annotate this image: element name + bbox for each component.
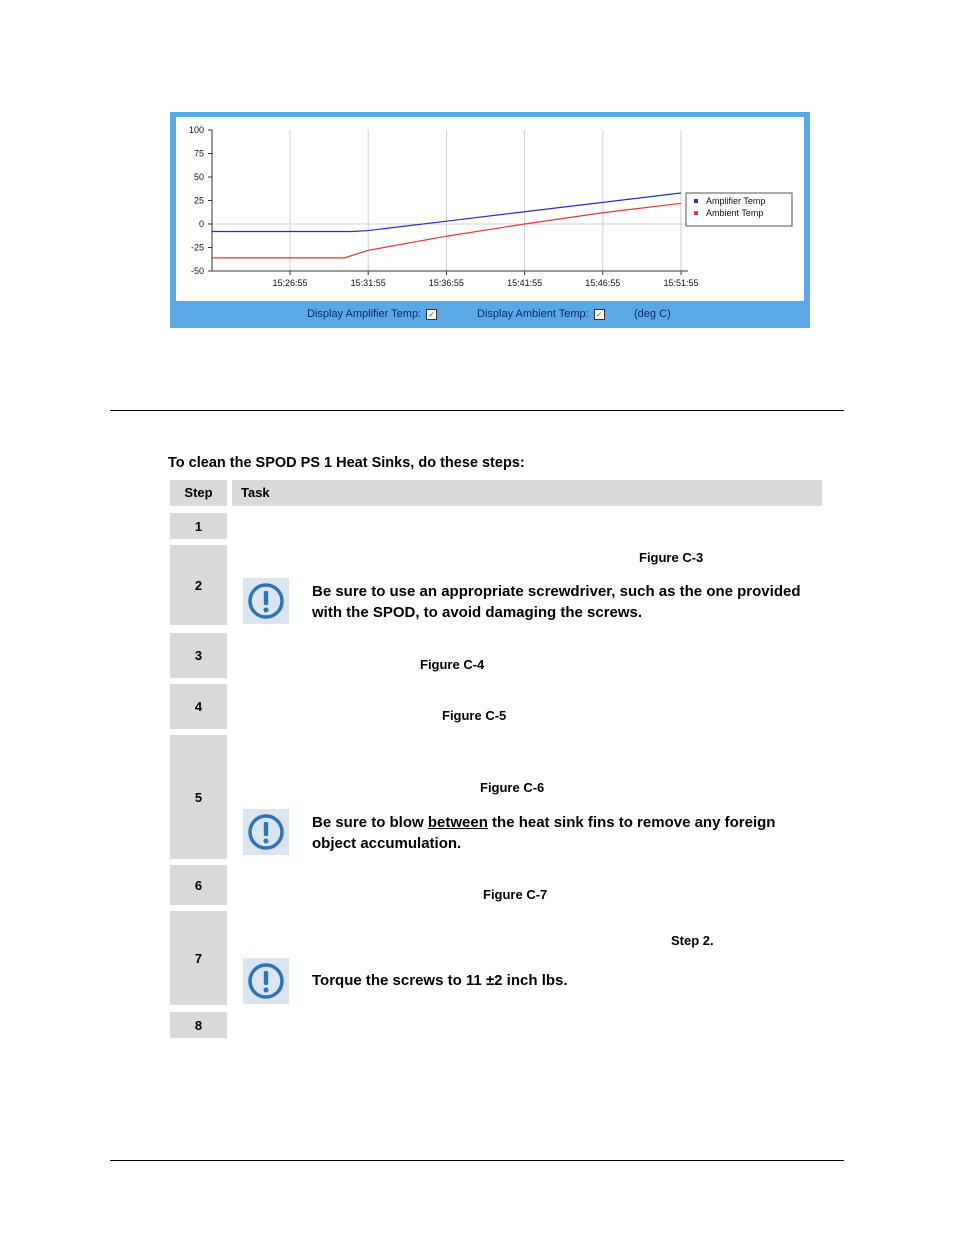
x-tick-label: 15:31:55 [350, 278, 386, 288]
exclamation-circle-icon [243, 958, 289, 1004]
procedure-intro: To clean the SPOD PS 1 Heat Sinks, do these steps: [168, 455, 525, 471]
step-number-1: 1 [170, 513, 227, 539]
display-ambient-temp-label: Display Ambient Temp: [477, 308, 589, 320]
step-3-figure-ref[interactable]: Figure C-4 [420, 657, 485, 672]
legend-marker [694, 211, 698, 215]
y-tick-label: 25 [193, 195, 204, 206]
x-tick-label: 15:46:55 [585, 278, 621, 288]
step-7-note: Torque the screws to 11 ±2 inch lbs. [312, 972, 568, 989]
step-4-figure-ref[interactable]: Figure C-5 [442, 708, 507, 723]
temperature-chart-panel [170, 112, 810, 328]
step-5-figure-ref[interactable]: Figure C-6 [480, 780, 545, 795]
table-header-task: Task [232, 480, 822, 506]
step-5-note-part-2: the heat sink fins to remove any foreign object accumulation. [312, 814, 776, 852]
chart-controls [170, 306, 810, 326]
step-number-2: 2 [170, 545, 227, 625]
display-ambient-temp-control[interactable] [477, 308, 605, 320]
y-tick-label: 50 [193, 172, 204, 182]
x-tick-label: 15:26:55 [272, 278, 308, 288]
table-header-step: Step [170, 480, 227, 506]
y-tick-label: 75 [193, 148, 204, 159]
step-2-note: Be sure to use an appropriate screwdriver, such as the one provided with the SPOD, to avoid damaging the screws. [312, 583, 801, 621]
step-2-figure-ref[interactable]: Figure C-3 [639, 550, 704, 565]
y-tick-label: 100 [188, 125, 204, 135]
chart-plot-area [176, 117, 804, 301]
x-tick-label: 15:36:55 [428, 278, 464, 288]
step-number-3: 3 [170, 633, 227, 678]
exclamation-circle-icon [243, 809, 289, 855]
y-tick-label: -50 [190, 266, 204, 276]
display-amplifier-temp-label: Display Amplifier Temp: [307, 308, 422, 320]
display-ambient-temp-checkbox[interactable]: ✓ [594, 309, 605, 320]
step-number-8: 8 [170, 1012, 227, 1038]
y-tick-label: -25 [190, 242, 204, 253]
step-7-step-ref[interactable]: Step 2. [671, 933, 714, 948]
display-amplifier-temp-control[interactable] [307, 308, 437, 320]
display-amplifier-temp-checkbox[interactable]: ✓ [426, 309, 437, 320]
footer-divider [110, 1160, 844, 1161]
temperature-line-chart [176, 117, 804, 301]
step-5-note [312, 812, 812, 854]
step-5-note-part-1: Be sure to blow [312, 814, 428, 831]
legend-label: Ambient Temp [706, 208, 764, 218]
step-6-figure-ref[interactable]: Figure C-7 [483, 887, 548, 902]
legend-label: Amplifier Temp [706, 196, 766, 206]
x-tick-label: 15:41:55 [507, 278, 543, 288]
temperature-unit-label: (deg C) [634, 308, 671, 320]
legend-marker [694, 199, 698, 203]
step-number-7: 7 [170, 911, 227, 1005]
step-number-4: 4 [170, 684, 227, 729]
exclamation-circle-icon [243, 578, 289, 624]
step-number-5: 5 [170, 735, 227, 859]
y-tick-label: 0 [198, 219, 204, 229]
x-tick-label: 15:51:55 [663, 278, 699, 288]
step-5-note-emphasis: between [427, 814, 488, 831]
step-number-6: 6 [170, 865, 227, 905]
section-divider [110, 410, 844, 411]
